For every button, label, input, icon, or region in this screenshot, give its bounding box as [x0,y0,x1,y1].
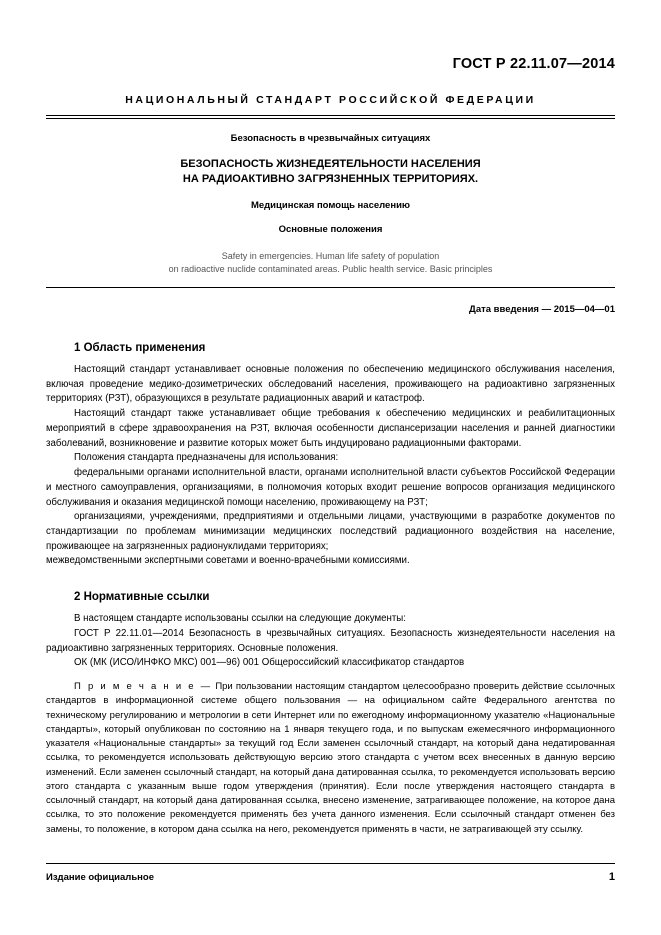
paragraph: ОК (МК (ИСО/ИНФКО МКС) 001—96) 001 Общероссийский классификатор стандартов [74,657,465,669]
national-standard-header: НАЦИОНАЛЬНЫЙ СТАНДАРТ РОССИЙСКОЙ ФЕДЕРАЦИИ [125,94,536,106]
header-rule-bottom [46,118,615,119]
title-rule [46,287,615,288]
title-main [46,157,615,187]
paragraph: Положения стандарта предназначены для использования: [74,452,339,464]
paragraph: межведомственными экспертными советами и военно-врачебными комиссиями. [46,555,410,567]
title-medical: Медицинская помощь населению [250,199,411,211]
title-subtitle: Безопасность в чрезвычайных ситуациях [230,133,431,144]
gost-number: ГОСТ Р 22.11.07—2014 [452,56,615,72]
paragraph: Настоящий стандарт устанавливает основные положения по обеспечению медицинского обслуживания населения, включая проведение медико-дозиметрических обследований населения, проживающего на радиоактивно загрязненных территориях (РЗТ), образующихся в результате радиационных аварий и катастроф. [46,363,615,405]
paragraph: организациями, учреждениями, предприятиями и отдельными лицами, участвующими в разработке документов по стандартизации по проблемам минимизации медицинских последствий радиационного воздействия на население, проживающее на загрязненных радионуклидами территориях; [46,511,615,552]
title-english [46,250,615,277]
note-text: При пользовании настоящим стандартом целесообразно проверить действие ссылочных стандартов в информационной системе общего пользования — на официальном сайте Федерального агентства по техническому регулированию и метрологии в сети Интернет или по ежегодному информационному указателю «Национальные стандарты», который опубликован по состоянию на 1 января текущего года, и по выпускам ежемесячного информационного указателя «Национальные стандарты» за текущий год Если заменен ссылочный стандарт, на который дана недатированная ссылка, то рекомендуется использовать действующую версию этого стандарта с учетом всех внесенных в данную версию изменений. Если заменен ссылочный стандарт, на который дана датированная ссылка, то рекомендуется использовать версию этого стандарта с указанным выше годом утверждения (принятия). Если после утверждения настоящего стандарта в ссылочный стандарт, на который дана датированная ссылка, внесено изменение, затрагивающее положение, на которое дана ссылка, то это положение рекомендуется применять без учета данного изменения. Если ссылочный стандарт отменен без замены, то положение, в котором дана ссылка на него, рекомендуется применять в части, не затрагивающей эту ссылку. [46,681,615,835]
section-heading-references: 2 Нормативные ссылки [74,591,210,604]
edition-label: Издание официальное [46,872,154,883]
note-paragraph [46,680,615,837]
paragraph: ГОСТ Р 22.11.01—2014 Безопасность в чрезвычайных ситуациях. Безопасность жизнедеятельности населения на радиоактивно загрязненных территориях. Основные положения. [46,627,615,654]
title-english-line1: Safety in emergencies. Human life safety of population [221,250,440,261]
title-main-line1: БЕЗОПАСНОСТЬ ЖИЗНЕДЕЯТЕЛЬНОСТИ НАСЕЛЕНИЯ [180,158,481,170]
footer-rule [46,863,615,864]
page-number: 1 [608,871,615,883]
title-general: Основные положения [278,223,383,235]
section-heading-scope: 1 Область применения [74,341,206,354]
paragraph: Настоящий стандарт также устанавливает общие требования к обеспечению медицинских и реабилитационных мероприятий в сфере здравоохранения на РЗТ, включая особенности диспансеризации населения и ранней диагностики заболеваний, возникновение и развитие которых может быть индуцировано радиационными факторами. [46,408,615,449]
effective-date: Дата введения — 2015—04—01 [469,303,615,315]
note-label: П р и м е ч а н и е — [74,681,213,693]
header-rule-top [46,115,615,116]
title-english-line2: on radioactive nuclide contaminated areas. Public health service. Basic principles [168,264,493,275]
paragraph: В настоящем стандарте использованы ссылки на следующие документы: [74,613,406,625]
title-main-line2: НА РАДИОАКТИВНО ЗАГРЯЗНЕННЫХ ТЕРРИТОРИЯХ. [182,172,479,185]
page-footer [46,863,615,883]
paragraph: федеральными органами исполнительной власти, органами исполнительной власти субъектов Российской Федерации и местного самоуправления, организациями, в полномочия которых входит решение вопросов организация медицинского обслуживания и оказания медицинской помощи населению, проживающему на РЗТ; [46,467,615,508]
footer-row [46,871,615,883]
title-block [46,133,615,277]
